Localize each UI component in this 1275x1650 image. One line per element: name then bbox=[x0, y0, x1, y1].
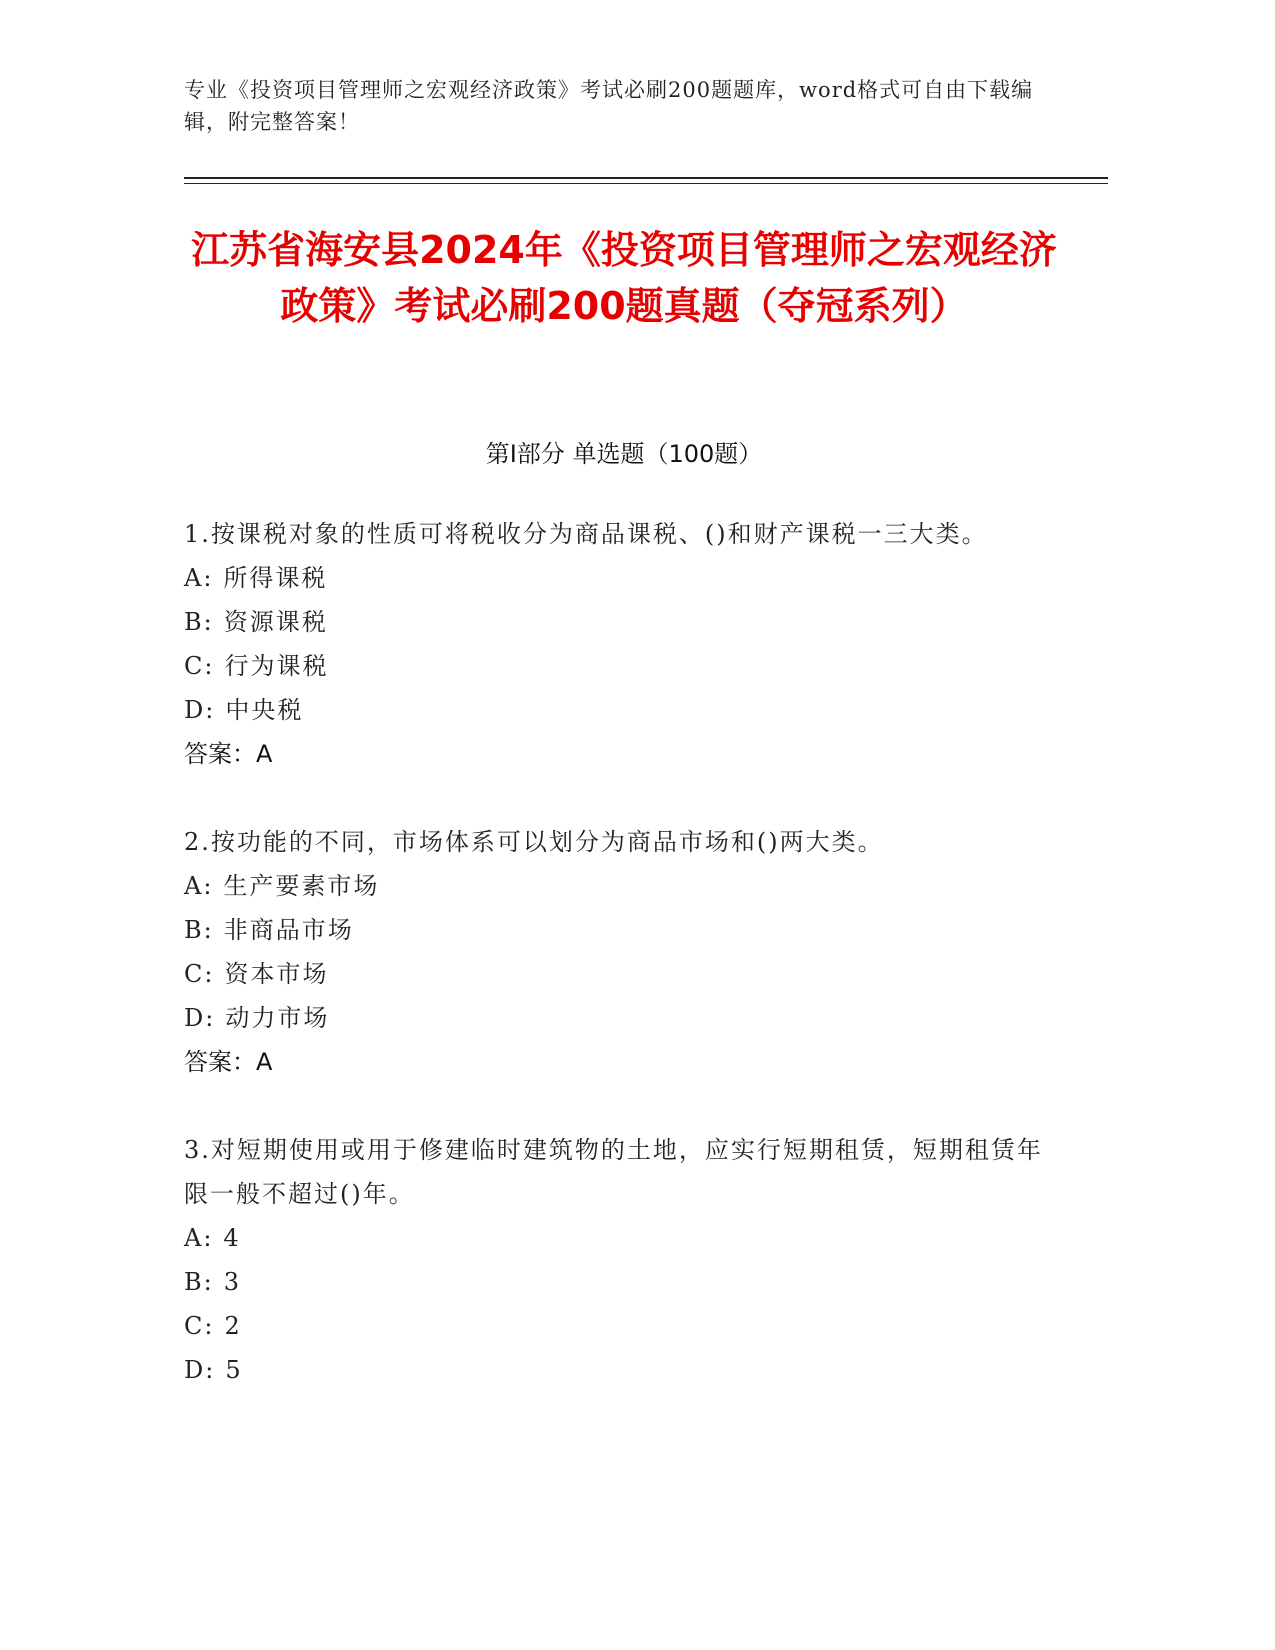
option-label: C: bbox=[184, 960, 215, 988]
header-divider-thick bbox=[184, 177, 1108, 179]
question-3 bbox=[184, 1128, 1064, 1392]
option-a bbox=[184, 1216, 1064, 1260]
option-text: 中央税 bbox=[225, 696, 304, 724]
option-text: 4 bbox=[223, 1224, 241, 1252]
question-stem: 3.对短期使用或用于修建临时建筑物的土地，应实行短期租赁，短期租赁年限一般不超过()年。 bbox=[184, 1136, 1043, 1208]
option-b bbox=[184, 600, 1064, 644]
option-label: A: bbox=[184, 564, 214, 592]
answer-line: 答案：A bbox=[184, 1048, 273, 1076]
option-text: 资本市场 bbox=[224, 960, 329, 988]
option-d bbox=[184, 996, 1064, 1040]
option-label: B: bbox=[184, 1268, 214, 1296]
option-text: 动力市场 bbox=[225, 1004, 330, 1032]
answer-line: 答案：A bbox=[184, 740, 273, 768]
section-heading: 第Ⅰ部分 单选题（100题） bbox=[485, 440, 763, 468]
option-label: D: bbox=[184, 1004, 216, 1032]
option-d bbox=[184, 1348, 1064, 1392]
option-text: 生产要素市场 bbox=[223, 872, 380, 900]
question-1 bbox=[184, 512, 1064, 776]
option-label: A: bbox=[184, 872, 214, 900]
option-text: 所得课税 bbox=[223, 564, 328, 592]
question-stem: 1.按课税对象的性质可将税收分为商品课税、()和财产课税一三大类。 bbox=[184, 520, 988, 548]
option-d bbox=[184, 688, 1064, 732]
document-title: 江苏省海安县2024年《投资项目管理师之宏观经济政策》考试必刷200题真题（夺冠系列） bbox=[191, 228, 1057, 328]
option-label: D: bbox=[184, 1356, 216, 1384]
option-label: B: bbox=[184, 608, 214, 636]
option-text: 行为课税 bbox=[224, 652, 329, 680]
option-c bbox=[184, 644, 1064, 688]
option-text: 3 bbox=[223, 1268, 242, 1296]
question-stem: 2.按功能的不同，市场体系可以划分为商品市场和()两大类。 bbox=[184, 828, 884, 856]
option-text: 资源课税 bbox=[223, 608, 328, 636]
option-b bbox=[184, 1260, 1064, 1304]
question-list bbox=[184, 512, 1064, 1436]
option-label: B: bbox=[184, 916, 214, 944]
option-text: 非商品市场 bbox=[223, 916, 354, 944]
option-c bbox=[184, 952, 1064, 996]
option-label: A: bbox=[184, 1224, 214, 1252]
option-text: 2 bbox=[224, 1312, 242, 1340]
option-b bbox=[184, 908, 1064, 952]
option-a bbox=[184, 864, 1064, 908]
header-note: 专业《投资项目管理师之宏观经济政策》考试必刷200题题库，word格式可自由下载编辑，附完整答案！ bbox=[184, 78, 1034, 134]
question-2 bbox=[184, 820, 1064, 1084]
option-label: D: bbox=[184, 696, 216, 724]
option-label: C: bbox=[184, 1312, 215, 1340]
option-text: 5 bbox=[225, 1356, 243, 1384]
header-divider-thin bbox=[184, 183, 1108, 184]
option-label: C: bbox=[184, 652, 215, 680]
option-a bbox=[184, 556, 1064, 600]
option-c bbox=[184, 1304, 1064, 1348]
